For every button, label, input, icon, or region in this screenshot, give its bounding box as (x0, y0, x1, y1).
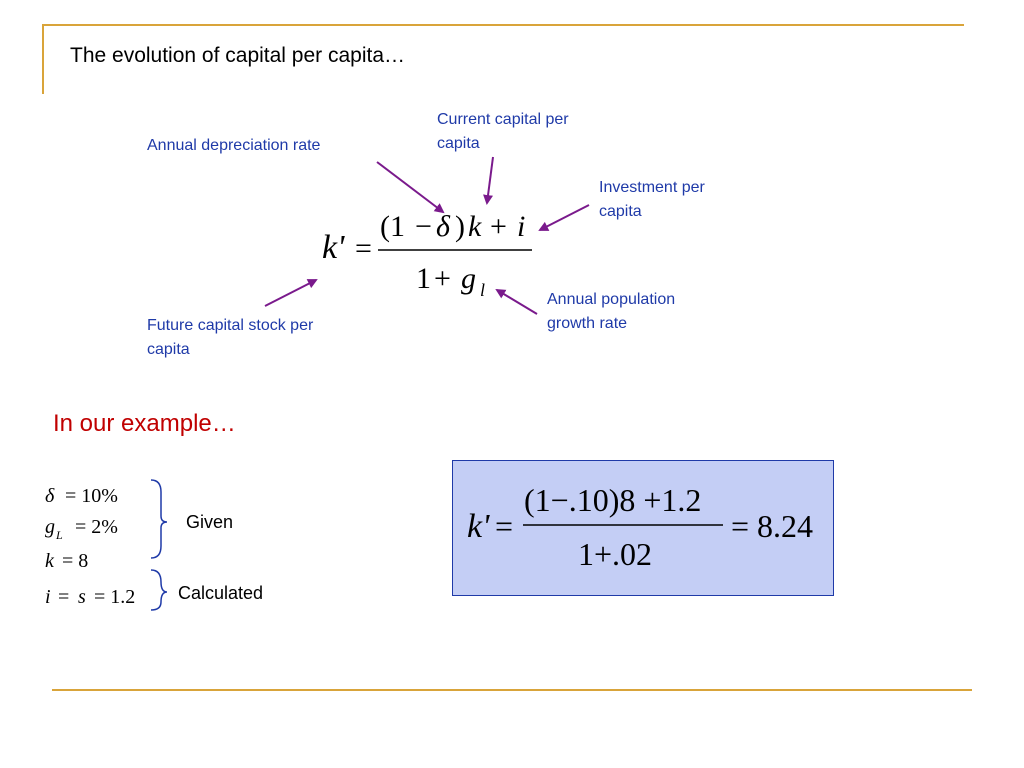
annotation-investment-line2: capita (599, 203, 642, 220)
formula-k: k (468, 210, 482, 243)
param-g-value: = 2% (75, 516, 118, 538)
formula-plus: + (490, 210, 507, 243)
annotation-future-capital-line2: capita (147, 341, 190, 358)
result-denominator: 1+.02 (578, 536, 653, 572)
param-k-value: = 8 (62, 550, 89, 572)
capital-formula (310, 196, 550, 306)
formula-equals: = (355, 232, 372, 265)
calculated-label: Calculated (178, 583, 264, 603)
formula-i: i (517, 210, 526, 243)
formula-g: g (461, 262, 476, 295)
param-i-value: = 1.2 (94, 586, 136, 608)
formula-den-plus: + (434, 262, 451, 295)
param-s-symbol: s (78, 586, 86, 608)
formula-den-one: 1 (416, 262, 431, 295)
param-i-symbol: i (45, 586, 51, 608)
formula-g-subscript: l (480, 280, 486, 300)
result-box (452, 460, 834, 596)
result-equals: = (495, 508, 514, 544)
param-g-subscript: L (56, 528, 63, 542)
annotation-investment-line1: Investment per (599, 179, 705, 196)
formula-delta: δ (436, 210, 450, 243)
param-delta-symbol: δ (45, 485, 55, 507)
result-value: = 8.24 (731, 508, 814, 544)
param-i-eq: = (58, 586, 70, 608)
annotation-current-capital-line2: capita (437, 135, 480, 152)
formula-lhs: k' (322, 229, 345, 266)
annotation-population-line1: Annual population (547, 291, 676, 308)
result-lhs: k' (467, 508, 490, 545)
param-delta-value: = 10% (65, 485, 118, 507)
example-heading: In our example… (53, 410, 236, 437)
slide-title: The evolution of capital per capita… (70, 44, 406, 67)
calculated-brace (151, 570, 167, 610)
formula-num-open: (1 (380, 210, 405, 243)
param-k-symbol: k (45, 550, 54, 572)
annotation-current-capital-line1: Current capital per (437, 111, 569, 128)
annotation-future-capital-line1: Future capital stock per (147, 317, 314, 334)
given-label: Given (186, 512, 234, 532)
result-numerator: (1−.10)8 +1.2 (524, 482, 702, 518)
annotation-population-line2: growth rate (547, 315, 628, 332)
formula-num-close: ) (455, 210, 465, 243)
formula-num-minus: − (415, 210, 432, 243)
result-formula (453, 461, 833, 595)
given-brace (151, 480, 167, 558)
arrow-future-capital (265, 280, 316, 306)
annotation-depreciation: Annual depreciation rate (147, 137, 321, 154)
param-g-symbol: g (45, 516, 55, 538)
